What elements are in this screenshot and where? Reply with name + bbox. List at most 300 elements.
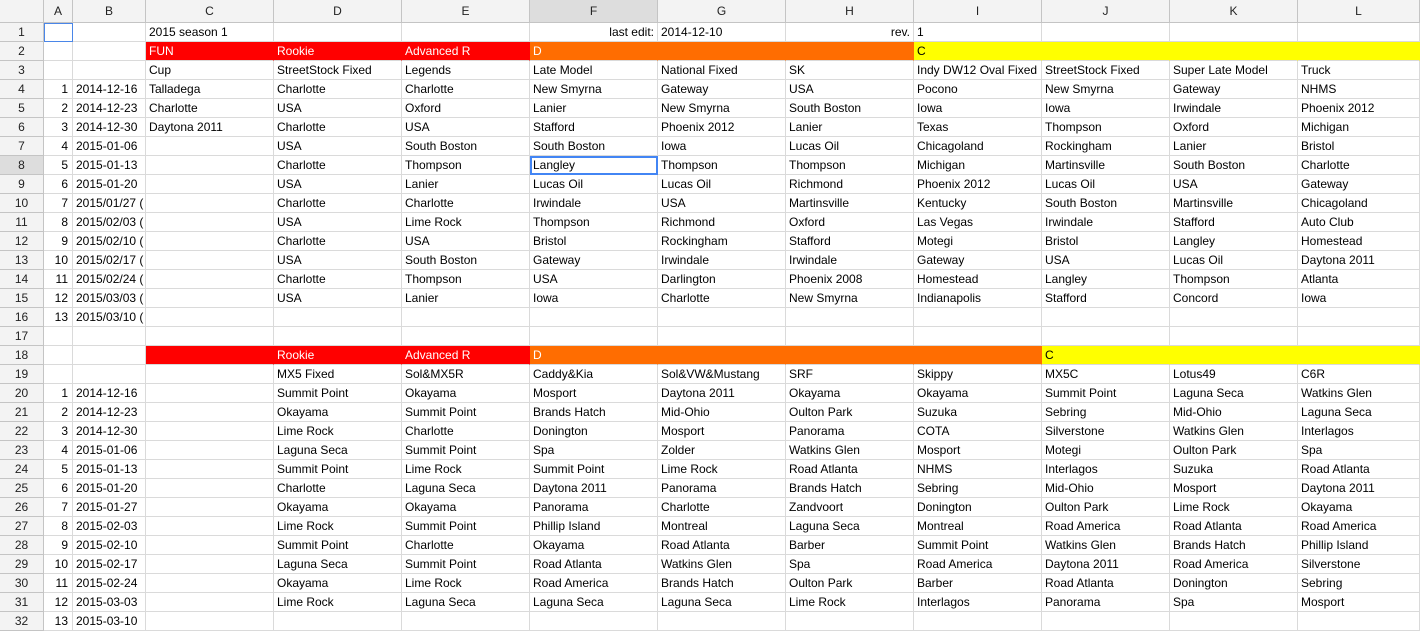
cell-b29[interactable]: 2015-02-17	[73, 555, 146, 574]
row-header[interactable]: 31	[0, 593, 44, 612]
row-header[interactable]: 29	[0, 555, 44, 574]
cell-f24[interactable]: Summit Point	[530, 460, 658, 479]
cell-f16[interactable]	[530, 308, 658, 327]
cell-l17[interactable]	[1298, 327, 1420, 346]
cell-i17[interactable]	[914, 327, 1042, 346]
cell-k2[interactable]	[1170, 42, 1298, 61]
cell-g22[interactable]: Mosport	[658, 422, 786, 441]
row-header[interactable]: 8	[0, 156, 44, 175]
cell-c30[interactable]	[146, 574, 274, 593]
cell-a25[interactable]: 6	[44, 479, 73, 498]
cell-f3[interactable]: Late Model	[530, 61, 658, 80]
cell-e30[interactable]: Lime Rock	[402, 574, 530, 593]
cell-h9[interactable]: Richmond	[786, 175, 914, 194]
cell-d25[interactable]: Charlotte	[274, 479, 402, 498]
cell-d18[interactable]: Rookie	[274, 346, 402, 365]
cell-l11[interactable]: Auto Club	[1298, 213, 1420, 232]
cell-b31[interactable]: 2015-03-03	[73, 593, 146, 612]
cell-f4[interactable]: New Smyrna	[530, 80, 658, 99]
cell-a3[interactable]	[44, 61, 73, 80]
column-header-e[interactable]: E	[402, 0, 530, 23]
cell-l12[interactable]: Homestead	[1298, 232, 1420, 251]
cell-l27[interactable]: Road America	[1298, 517, 1420, 536]
cell-c14[interactable]	[146, 270, 274, 289]
cell-e12[interactable]: USA	[402, 232, 530, 251]
cell-k20[interactable]: Laguna Seca	[1170, 384, 1298, 403]
cell-h11[interactable]: Oxford	[786, 213, 914, 232]
cell-i12[interactable]: Motegi	[914, 232, 1042, 251]
cell-a7[interactable]: 4	[44, 137, 73, 156]
cell-e31[interactable]: Laguna Seca	[402, 593, 530, 612]
cell-d15[interactable]: USA	[274, 289, 402, 308]
cell-f11[interactable]: Thompson	[530, 213, 658, 232]
cell-h23[interactable]: Watkins Glen	[786, 441, 914, 460]
cell-l16[interactable]	[1298, 308, 1420, 327]
cell-b14[interactable]: 2015/02/24 (	[73, 270, 146, 289]
cell-b11[interactable]: 2015/02/03 (	[73, 213, 146, 232]
select-all-corner[interactable]	[0, 0, 44, 23]
cell-l20[interactable]: Watkins Glen	[1298, 384, 1420, 403]
cell-l30[interactable]: Sebring	[1298, 574, 1420, 593]
cell-h24[interactable]: Road Atlanta	[786, 460, 914, 479]
cell-f2[interactable]: D	[530, 42, 658, 61]
cell-k1[interactable]	[1170, 23, 1298, 42]
cell-k16[interactable]	[1170, 308, 1298, 327]
cell-h5[interactable]: South Boston	[786, 99, 914, 118]
cell-a26[interactable]: 7	[44, 498, 73, 517]
cell-h31[interactable]: Lime Rock	[786, 593, 914, 612]
cell-l3[interactable]: Truck	[1298, 61, 1420, 80]
cell-k13[interactable]: Lucas Oil	[1170, 251, 1298, 270]
cell-l5[interactable]: Phoenix 2012	[1298, 99, 1420, 118]
cell-a5[interactable]: 2	[44, 99, 73, 118]
cell-f27[interactable]: Phillip Island	[530, 517, 658, 536]
cell-k19[interactable]: Lotus49	[1170, 365, 1298, 384]
cell-i15[interactable]: Indianapolis	[914, 289, 1042, 308]
cell-b27[interactable]: 2015-02-03	[73, 517, 146, 536]
cell-g5[interactable]: New Smyrna	[658, 99, 786, 118]
cell-g31[interactable]: Laguna Seca	[658, 593, 786, 612]
cell-i6[interactable]: Texas	[914, 118, 1042, 137]
cell-f25[interactable]: Daytona 2011	[530, 479, 658, 498]
cell-l29[interactable]: Silverstone	[1298, 555, 1420, 574]
row-header[interactable]: 12	[0, 232, 44, 251]
cell-d17[interactable]	[274, 327, 402, 346]
row-header[interactable]: 16	[0, 308, 44, 327]
cell-b17[interactable]	[73, 327, 146, 346]
cell-b4[interactable]: 2014-12-16	[73, 80, 146, 99]
cell-e26[interactable]: Okayama	[402, 498, 530, 517]
cell-j23[interactable]: Motegi	[1042, 441, 1170, 460]
cell-a28[interactable]: 9	[44, 536, 73, 555]
cell-d16[interactable]	[274, 308, 402, 327]
cell-j22[interactable]: Silverstone	[1042, 422, 1170, 441]
cell-g15[interactable]: Charlotte	[658, 289, 786, 308]
cell-i4[interactable]: Pocono	[914, 80, 1042, 99]
cell-f30[interactable]: Road America	[530, 574, 658, 593]
cell-a18[interactable]	[44, 346, 73, 365]
column-header-i[interactable]: I	[914, 0, 1042, 23]
cell-a15[interactable]: 12	[44, 289, 73, 308]
cell-i30[interactable]: Barber	[914, 574, 1042, 593]
cell-l4[interactable]: NHMS	[1298, 80, 1420, 99]
row-header[interactable]: 20	[0, 384, 44, 403]
cell-c3[interactable]: Cup	[146, 61, 274, 80]
cell-j11[interactable]: Irwindale	[1042, 213, 1170, 232]
cell-k6[interactable]: Oxford	[1170, 118, 1298, 137]
cell-g6[interactable]: Phoenix 2012	[658, 118, 786, 137]
cell-g1[interactable]: 2014-12-10	[658, 23, 786, 42]
cell-e18[interactable]: Advanced R	[402, 346, 530, 365]
row-header[interactable]: 6	[0, 118, 44, 137]
cell-d30[interactable]: Okayama	[274, 574, 402, 593]
row-header[interactable]: 32	[0, 612, 44, 631]
row-header[interactable]: 4	[0, 80, 44, 99]
cell-h32[interactable]	[786, 612, 914, 631]
cell-d20[interactable]: Summit Point	[274, 384, 402, 403]
cell-d7[interactable]: USA	[274, 137, 402, 156]
cell-g10[interactable]: USA	[658, 194, 786, 213]
cell-b6[interactable]: 2014-12-30	[73, 118, 146, 137]
cell-g23[interactable]: Zolder	[658, 441, 786, 460]
cell-c26[interactable]	[146, 498, 274, 517]
cell-k24[interactable]: Suzuka	[1170, 460, 1298, 479]
cell-j24[interactable]: Interlagos	[1042, 460, 1170, 479]
cell-f15[interactable]: Iowa	[530, 289, 658, 308]
cell-l18[interactable]	[1298, 346, 1420, 365]
cell-e27[interactable]: Summit Point	[402, 517, 530, 536]
cell-e7[interactable]: South Boston	[402, 137, 530, 156]
cell-d28[interactable]: Summit Point	[274, 536, 402, 555]
cell-h21[interactable]: Oulton Park	[786, 403, 914, 422]
cell-f1[interactable]: last edit:	[530, 23, 658, 42]
cell-g9[interactable]: Lucas Oil	[658, 175, 786, 194]
cell-b9[interactable]: 2015-01-20	[73, 175, 146, 194]
cell-c10[interactable]	[146, 194, 274, 213]
cell-f5[interactable]: Lanier	[530, 99, 658, 118]
cell-c31[interactable]	[146, 593, 274, 612]
row-header[interactable]: 13	[0, 251, 44, 270]
cell-c25[interactable]	[146, 479, 274, 498]
cell-a12[interactable]: 9	[44, 232, 73, 251]
cell-f6[interactable]: Stafford	[530, 118, 658, 137]
cell-c16[interactable]	[146, 308, 274, 327]
cell-c22[interactable]	[146, 422, 274, 441]
row-header[interactable]: 26	[0, 498, 44, 517]
cell-k31[interactable]: Spa	[1170, 593, 1298, 612]
row-header[interactable]: 21	[0, 403, 44, 422]
cell-j29[interactable]: Daytona 2011	[1042, 555, 1170, 574]
cell-l13[interactable]: Daytona 2011	[1298, 251, 1420, 270]
cell-h1[interactable]: rev.	[786, 23, 914, 42]
cell-g13[interactable]: Irwindale	[658, 251, 786, 270]
cell-h25[interactable]: Brands Hatch	[786, 479, 914, 498]
cell-a4[interactable]: 1	[44, 80, 73, 99]
cell-a11[interactable]: 8	[44, 213, 73, 232]
cell-j14[interactable]: Langley	[1042, 270, 1170, 289]
cell-e4[interactable]: Charlotte	[402, 80, 530, 99]
cell-c6[interactable]: Daytona 2011	[146, 118, 274, 137]
row-header[interactable]: 7	[0, 137, 44, 156]
cell-j13[interactable]: USA	[1042, 251, 1170, 270]
cell-h12[interactable]: Stafford	[786, 232, 914, 251]
row-header[interactable]: 28	[0, 536, 44, 555]
cell-j9[interactable]: Lucas Oil	[1042, 175, 1170, 194]
cell-j5[interactable]: Iowa	[1042, 99, 1170, 118]
column-header-f[interactable]: F	[530, 0, 658, 23]
cell-e9[interactable]: Lanier	[402, 175, 530, 194]
cell-h16[interactable]	[786, 308, 914, 327]
cell-j4[interactable]: New Smyrna	[1042, 80, 1170, 99]
cell-a6[interactable]: 3	[44, 118, 73, 137]
cell-i26[interactable]: Donington	[914, 498, 1042, 517]
cell-h3[interactable]: SK	[786, 61, 914, 80]
cell-i25[interactable]: Sebring	[914, 479, 1042, 498]
cell-g19[interactable]: Sol&VW&Mustang	[658, 365, 786, 384]
cell-j10[interactable]: South Boston	[1042, 194, 1170, 213]
cell-d1[interactable]	[274, 23, 402, 42]
column-header-b[interactable]: B	[73, 0, 146, 23]
cell-g12[interactable]: Rockingham	[658, 232, 786, 251]
cell-f9[interactable]: Lucas Oil	[530, 175, 658, 194]
cell-k12[interactable]: Langley	[1170, 232, 1298, 251]
cell-j26[interactable]: Oulton Park	[1042, 498, 1170, 517]
cell-c7[interactable]	[146, 137, 274, 156]
cell-c29[interactable]	[146, 555, 274, 574]
cell-b32[interactable]: 2015-03-10	[73, 612, 146, 631]
cell-g27[interactable]: Montreal	[658, 517, 786, 536]
cell-h15[interactable]: New Smyrna	[786, 289, 914, 308]
cell-b13[interactable]: 2015/02/17 (	[73, 251, 146, 270]
column-header-c[interactable]: C	[146, 0, 274, 23]
cell-e28[interactable]: Charlotte	[402, 536, 530, 555]
cell-f20[interactable]: Mosport	[530, 384, 658, 403]
cell-a10[interactable]: 7	[44, 194, 73, 213]
cell-e22[interactable]: Charlotte	[402, 422, 530, 441]
cell-d27[interactable]: Lime Rock	[274, 517, 402, 536]
cell-e10[interactable]: Charlotte	[402, 194, 530, 213]
cell-h13[interactable]: Irwindale	[786, 251, 914, 270]
cell-l32[interactable]	[1298, 612, 1420, 631]
cell-e16[interactable]	[402, 308, 530, 327]
cell-c20[interactable]	[146, 384, 274, 403]
cell-c8[interactable]	[146, 156, 274, 175]
cell-j30[interactable]: Road Atlanta	[1042, 574, 1170, 593]
cell-k25[interactable]: Mosport	[1170, 479, 1298, 498]
cell-b26[interactable]: 2015-01-27	[73, 498, 146, 517]
cell-i27[interactable]: Montreal	[914, 517, 1042, 536]
cell-i13[interactable]: Gateway	[914, 251, 1042, 270]
row-header[interactable]: 23	[0, 441, 44, 460]
cell-k27[interactable]: Road Atlanta	[1170, 517, 1298, 536]
cell-l25[interactable]: Daytona 2011	[1298, 479, 1420, 498]
cell-e25[interactable]: Laguna Seca	[402, 479, 530, 498]
cell-i11[interactable]: Las Vegas	[914, 213, 1042, 232]
cell-b20[interactable]: 2014-12-16	[73, 384, 146, 403]
cell-e24[interactable]: Lime Rock	[402, 460, 530, 479]
cell-l24[interactable]: Road Atlanta	[1298, 460, 1420, 479]
row-header[interactable]: 1	[0, 23, 44, 42]
cell-d6[interactable]: Charlotte	[274, 118, 402, 137]
cell-b30[interactable]: 2015-02-24	[73, 574, 146, 593]
cell-l6[interactable]: Michigan	[1298, 118, 1420, 137]
cell-b15[interactable]: 2015/03/03 (	[73, 289, 146, 308]
cell-d11[interactable]: USA	[274, 213, 402, 232]
row-header[interactable]: 18	[0, 346, 44, 365]
cell-j19[interactable]: MX5C	[1042, 365, 1170, 384]
cell-f7[interactable]: South Boston	[530, 137, 658, 156]
cell-b25[interactable]: 2015-01-20	[73, 479, 146, 498]
cell-h22[interactable]: Panorama	[786, 422, 914, 441]
cell-j8[interactable]: Martinsville	[1042, 156, 1170, 175]
cell-k11[interactable]: Stafford	[1170, 213, 1298, 232]
cell-j17[interactable]	[1042, 327, 1170, 346]
cell-l31[interactable]: Mosport	[1298, 593, 1420, 612]
cell-e21[interactable]: Summit Point	[402, 403, 530, 422]
cell-k15[interactable]: Concord	[1170, 289, 1298, 308]
cell-a27[interactable]: 8	[44, 517, 73, 536]
cell-c9[interactable]	[146, 175, 274, 194]
cell-i20[interactable]: Okayama	[914, 384, 1042, 403]
cell-l26[interactable]: Okayama	[1298, 498, 1420, 517]
cell-j1[interactable]	[1042, 23, 1170, 42]
cell-k22[interactable]: Watkins Glen	[1170, 422, 1298, 441]
cell-c23[interactable]	[146, 441, 274, 460]
cell-g24[interactable]: Lime Rock	[658, 460, 786, 479]
row-header[interactable]: 9	[0, 175, 44, 194]
column-header-l[interactable]: L	[1298, 0, 1420, 23]
cell-i16[interactable]	[914, 308, 1042, 327]
cell-d31[interactable]: Lime Rock	[274, 593, 402, 612]
row-header[interactable]: 5	[0, 99, 44, 118]
cell-f21[interactable]: Brands Hatch	[530, 403, 658, 422]
cell-g25[interactable]: Panorama	[658, 479, 786, 498]
cell-c1[interactable]: 2015 season 1	[146, 23, 274, 42]
cell-d3[interactable]: StreetStock Fixed	[274, 61, 402, 80]
cell-b19[interactable]	[73, 365, 146, 384]
cell-j32[interactable]	[1042, 612, 1170, 631]
cell-a17[interactable]	[44, 327, 73, 346]
cell-i23[interactable]: Mosport	[914, 441, 1042, 460]
cell-b28[interactable]: 2015-02-10	[73, 536, 146, 555]
cell-a22[interactable]: 3	[44, 422, 73, 441]
cell-i24[interactable]: NHMS	[914, 460, 1042, 479]
cell-j6[interactable]: Thompson	[1042, 118, 1170, 137]
row-header[interactable]: 11	[0, 213, 44, 232]
cell-c15[interactable]	[146, 289, 274, 308]
cell-l15[interactable]: Iowa	[1298, 289, 1420, 308]
cell-d5[interactable]: USA	[274, 99, 402, 118]
cell-c32[interactable]	[146, 612, 274, 631]
cell-a19[interactable]	[44, 365, 73, 384]
cell-a16[interactable]: 13	[44, 308, 73, 327]
cell-g7[interactable]: Iowa	[658, 137, 786, 156]
cell-i18[interactable]	[914, 346, 1042, 365]
cell-j25[interactable]: Mid-Ohio	[1042, 479, 1170, 498]
cell-f10[interactable]: Irwindale	[530, 194, 658, 213]
cell-d26[interactable]: Okayama	[274, 498, 402, 517]
cell-j7[interactable]: Rockingham	[1042, 137, 1170, 156]
cell-c19[interactable]	[146, 365, 274, 384]
cell-e19[interactable]: Sol&MX5R	[402, 365, 530, 384]
cell-f13[interactable]: Gateway	[530, 251, 658, 270]
cell-c18[interactable]	[146, 346, 274, 365]
cell-h10[interactable]: Martinsville	[786, 194, 914, 213]
cell-f18[interactable]: D	[530, 346, 658, 365]
cell-i5[interactable]: Iowa	[914, 99, 1042, 118]
cell-b16[interactable]: 2015/03/10 (	[73, 308, 146, 327]
cell-c24[interactable]	[146, 460, 274, 479]
cell-h18[interactable]	[786, 346, 914, 365]
cell-g21[interactable]: Mid-Ohio	[658, 403, 786, 422]
cell-a23[interactable]: 4	[44, 441, 73, 460]
cell-g14[interactable]: Darlington	[658, 270, 786, 289]
cell-b22[interactable]: 2014-12-30	[73, 422, 146, 441]
cell-i31[interactable]: Interlagos	[914, 593, 1042, 612]
cell-a21[interactable]: 2	[44, 403, 73, 422]
cell-f14[interactable]: USA	[530, 270, 658, 289]
column-header-k[interactable]: K	[1170, 0, 1298, 23]
cell-k5[interactable]: Irwindale	[1170, 99, 1298, 118]
cell-k17[interactable]	[1170, 327, 1298, 346]
cell-h30[interactable]: Oulton Park	[786, 574, 914, 593]
cell-c28[interactable]	[146, 536, 274, 555]
cell-g2[interactable]	[658, 42, 786, 61]
cell-b3[interactable]	[73, 61, 146, 80]
cell-h2[interactable]	[786, 42, 914, 61]
cell-d8[interactable]: Charlotte	[274, 156, 402, 175]
cell-j2[interactable]	[1042, 42, 1170, 61]
cell-k10[interactable]: Martinsville	[1170, 194, 1298, 213]
cell-j28[interactable]: Watkins Glen	[1042, 536, 1170, 555]
cell-d22[interactable]: Lime Rock	[274, 422, 402, 441]
cell-i2[interactable]: C	[914, 42, 1042, 61]
cell-b7[interactable]: 2015-01-06	[73, 137, 146, 156]
cell-k9[interactable]: USA	[1170, 175, 1298, 194]
cell-f12[interactable]: Bristol	[530, 232, 658, 251]
cell-b1[interactable]	[73, 23, 146, 42]
cell-k30[interactable]: Donington	[1170, 574, 1298, 593]
cell-h8[interactable]: Thompson	[786, 156, 914, 175]
cell-d4[interactable]: Charlotte	[274, 80, 402, 99]
cell-a20[interactable]: 1	[44, 384, 73, 403]
cell-e3[interactable]: Legends	[402, 61, 530, 80]
cell-e23[interactable]: Summit Point	[402, 441, 530, 460]
cell-h14[interactable]: Phoenix 2008	[786, 270, 914, 289]
cell-c27[interactable]	[146, 517, 274, 536]
cell-d29[interactable]: Laguna Seca	[274, 555, 402, 574]
cell-l8[interactable]: Charlotte	[1298, 156, 1420, 175]
cell-e2[interactable]: Advanced R	[402, 42, 530, 61]
row-header[interactable]: 30	[0, 574, 44, 593]
cell-k7[interactable]: Lanier	[1170, 137, 1298, 156]
cell-l21[interactable]: Laguna Seca	[1298, 403, 1420, 422]
cell-i1[interactable]: 1	[914, 23, 1042, 42]
cell-a29[interactable]: 10	[44, 555, 73, 574]
cell-g17[interactable]	[658, 327, 786, 346]
cell-f32[interactable]	[530, 612, 658, 631]
cell-h28[interactable]: Barber	[786, 536, 914, 555]
cell-b12[interactable]: 2015/02/10 (	[73, 232, 146, 251]
cell-g11[interactable]: Richmond	[658, 213, 786, 232]
cell-l1[interactable]	[1298, 23, 1420, 42]
cell-f8[interactable]: Langley	[530, 156, 658, 175]
cell-a8[interactable]: 5	[44, 156, 73, 175]
cell-c4[interactable]: Talladega	[146, 80, 274, 99]
cell-c2[interactable]: FUN	[146, 42, 274, 61]
cell-e15[interactable]: Lanier	[402, 289, 530, 308]
cell-k28[interactable]: Brands Hatch	[1170, 536, 1298, 555]
